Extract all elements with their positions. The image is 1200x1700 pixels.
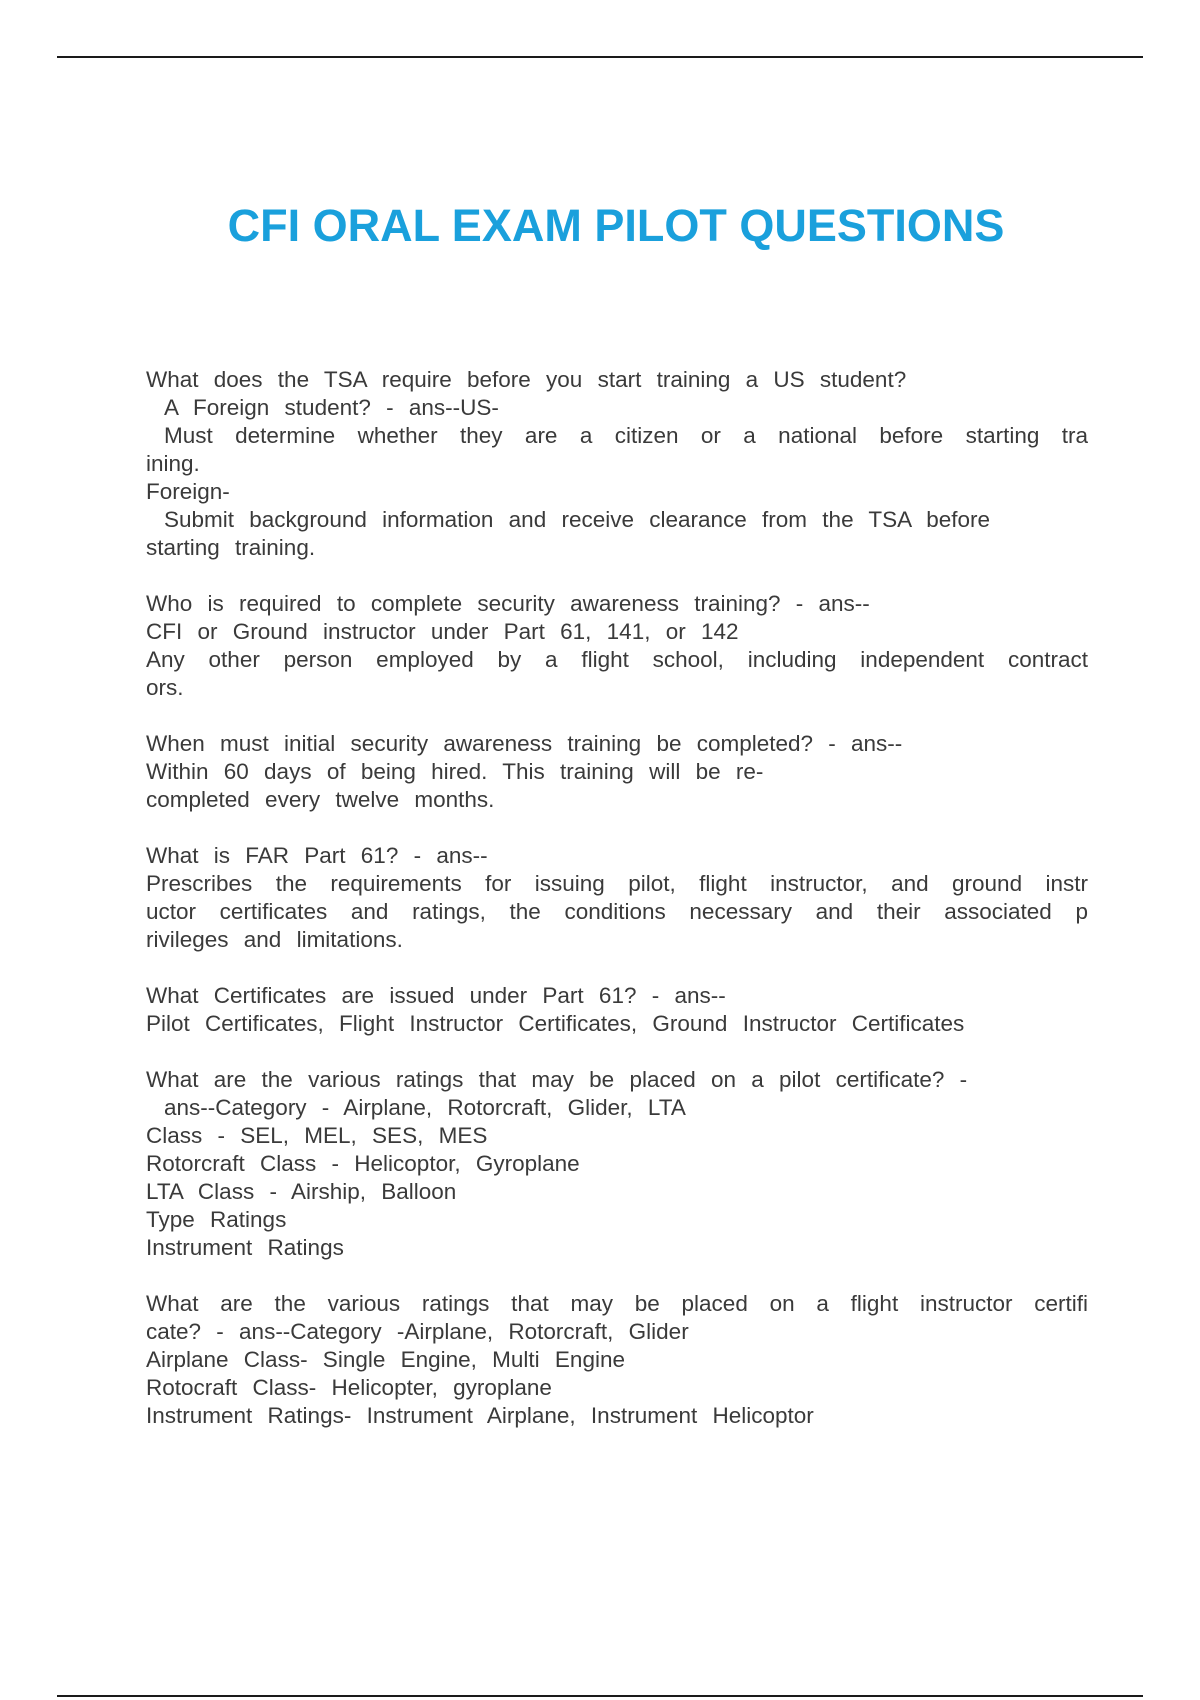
qa-block-pilot-ratings: [146, 1066, 1088, 1262]
page-title: CFI ORAL EXAM PILOT QUESTIONS: [227, 200, 1005, 251]
qa-block-security-training: [146, 590, 1088, 702]
answer-line: ans--Category - Airplane, Rotorcraft, Glider, LTA: [164, 1095, 686, 1120]
answer-line: starting training.: [146, 535, 316, 560]
top-rule: [57, 56, 1143, 58]
question-line: Who is required to complete security awareness training? - ans--: [146, 591, 870, 616]
answer-line: Any other person employed by a flight school, including independent contract: [146, 647, 1088, 672]
answer-line: Pilot Certificates, Flight Instructor Certificates, Ground Instructor Certificates: [146, 1011, 965, 1036]
answer-line: Foreign-: [146, 479, 230, 504]
answer-line: Class - SEL, MEL, SES, MES: [146, 1123, 488, 1148]
bottom-rule: [57, 1695, 1143, 1697]
question-line: When must initial security awareness training be completed? - ans--: [146, 731, 903, 756]
answer-line: Submit background information and receive clearance from the TSA before: [164, 507, 990, 532]
answer-line: Must determine whether they are a citizen or a national before starting tra: [164, 423, 1088, 448]
answer-line: Rotorcraft Class - Helicoptor, Gyroplane: [146, 1151, 580, 1176]
answer-line: CFI or Ground instructor under Part 61, 141, or 142: [146, 619, 739, 644]
question-line: What is FAR Part 61? - ans--: [146, 843, 488, 868]
question-line: What Certificates are issued under Part 61? - ans--: [146, 983, 726, 1008]
qa-block-certificates: [146, 982, 1088, 1038]
answer-line: uctor certificates and ratings, the conditions necessary and their associated p: [146, 899, 1088, 924]
answer-line: rivileges and limitations.: [146, 927, 403, 952]
answer-line: Rotocraft Class- Helicopter, gyroplane: [146, 1375, 552, 1400]
qa-block-far-part-61: [146, 842, 1088, 954]
question-line: What does the TSA require before you start training a US student?: [146, 367, 907, 392]
answer-line: ining.: [146, 451, 200, 476]
qa-block-tsa: [146, 366, 1088, 562]
answer-line: Within 60 days of being hired. This training will be re-: [146, 759, 764, 784]
answer-line: completed every twelve months.: [146, 787, 495, 812]
answer-line: Prescribes the requirements for issuing pilot, flight instructor, and ground instr: [146, 871, 1088, 896]
qa-block-instructor-ratings: [146, 1290, 1088, 1430]
question-line: What are the various ratings that may be placed on a pilot certificate? -: [146, 1067, 968, 1092]
answer-line: ors.: [146, 675, 184, 700]
answer-line: Instrument Ratings: [146, 1235, 344, 1260]
qa-content: [146, 366, 1088, 1458]
answer-line: LTA Class - Airship, Balloon: [146, 1179, 457, 1204]
answer-line: Type Ratings: [146, 1207, 287, 1232]
answer-line: Instrument Ratings- Instrument Airplane, Instrument Helicoptor: [146, 1403, 814, 1428]
qa-block-initial-training: [146, 730, 1088, 814]
question-line: A Foreign student? - ans--US-: [164, 395, 499, 420]
question-line: What are the various ratings that may be placed on a flight instructor certifi: [146, 1291, 1088, 1316]
answer-line: cate? - ans--Category -Airplane, Rotorcraft, Glider: [146, 1319, 689, 1344]
answer-line: Airplane Class- Single Engine, Multi Engine: [146, 1347, 625, 1372]
